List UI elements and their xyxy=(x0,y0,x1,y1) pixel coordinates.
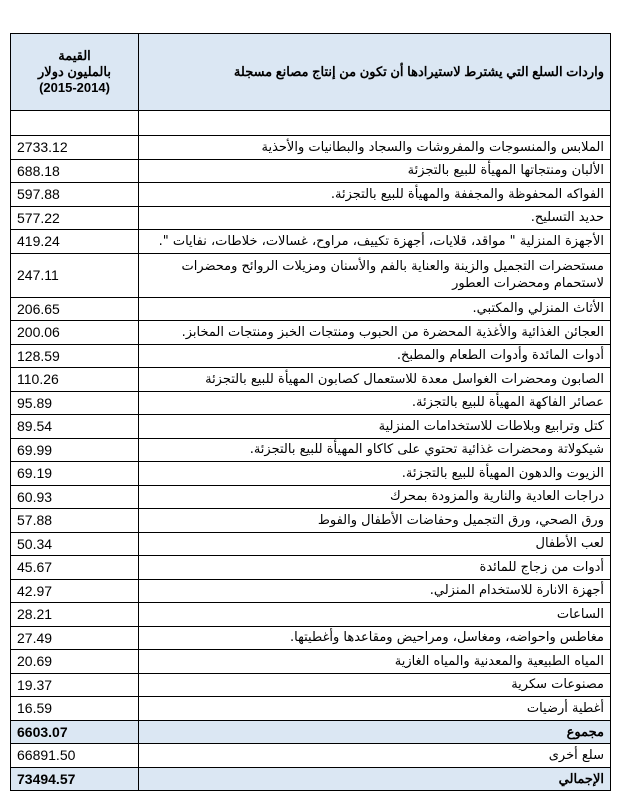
row-value: 27.49 xyxy=(11,626,139,650)
grand-total-row xyxy=(11,767,611,791)
value-header-line-1: القيمة xyxy=(58,48,91,63)
row-name: لعب الأطفال xyxy=(139,532,611,556)
subtotal-row xyxy=(11,720,611,744)
table-header-row xyxy=(11,34,611,111)
row-value: 60.93 xyxy=(11,485,139,509)
table-row xyxy=(11,509,611,533)
blank-row xyxy=(11,111,611,136)
table-row xyxy=(11,579,611,603)
row-value: 57.88 xyxy=(11,509,139,533)
table-row xyxy=(11,556,611,580)
row-value: 206.65 xyxy=(11,297,139,321)
row-value: 20.69 xyxy=(11,650,139,674)
row-value: 128.59 xyxy=(11,344,139,368)
name-column-header: واردات السلع التي يشترط لاستيرادها أن تكون من إنتاج مصانع مسجلة xyxy=(139,34,611,111)
row-value: 45.67 xyxy=(11,556,139,580)
row-name: الأثاث المنزلي والمكتبي. xyxy=(139,297,611,321)
row-value: 42.97 xyxy=(11,579,139,603)
table-row xyxy=(11,183,611,207)
row-value: 69.19 xyxy=(11,462,139,486)
table-row xyxy=(11,603,611,627)
row-name: الصابون ومحضرات الغواسل معدة للاستعمال كصابون المهيأة للبيع بالتجزئة xyxy=(139,368,611,392)
subtotal-label: مجموع xyxy=(139,720,611,744)
table-row xyxy=(11,673,611,697)
table-row xyxy=(11,321,611,345)
other-goods-row xyxy=(11,744,611,768)
row-value: 577.22 xyxy=(11,206,139,230)
table-row xyxy=(11,650,611,674)
row-name: مصنوعات سكرية xyxy=(139,673,611,697)
grand-total-label: الإجمالي xyxy=(139,767,611,791)
row-value: 95.89 xyxy=(11,391,139,415)
row-name: عصائر الفاكهة المهيأة للبيع بالتجزئة. xyxy=(139,391,611,415)
row-name: دراجات العادية والنارية والمزودة بمحرك xyxy=(139,485,611,509)
row-value: 89.54 xyxy=(11,415,139,439)
table-row xyxy=(11,626,611,650)
subtotal-value: 6603.07 xyxy=(11,720,139,744)
value-header-line-3: (2015-2014) xyxy=(39,80,110,95)
row-value: 688.18 xyxy=(11,159,139,183)
row-name: الأجهزة المنزلية " مواقد، قلايات، أجهزة تكييف، مراوح، غسالات، خلاطات، نفايات ". xyxy=(139,230,611,254)
row-name: أجهزة الانارة للاستخدام المنزلي. xyxy=(139,579,611,603)
row-name: شيكولاتة ومحضرات غذائية تحتوي على كاكاو المهيأة للبيع بالتجزئة. xyxy=(139,438,611,462)
table-row xyxy=(11,206,611,230)
row-name: الساعات xyxy=(139,603,611,627)
grand-total-value: 73494.57 xyxy=(11,767,139,791)
row-name: الزيوت والدهون المهيأة للبيع بالتجزئة. xyxy=(139,462,611,486)
value-header-line-2: بالمليون دولار xyxy=(38,64,111,79)
table-row xyxy=(11,462,611,486)
row-value: 16.59 xyxy=(11,697,139,721)
row-value: 200.06 xyxy=(11,321,139,345)
row-name: أغطية أرضيات xyxy=(139,697,611,721)
table-row xyxy=(11,485,611,509)
row-value: 247.11 xyxy=(11,253,139,297)
other-goods-label: سلع أخرى xyxy=(139,744,611,768)
table-row xyxy=(11,159,611,183)
row-name: مغاطس واحواضه، ومغاسل، ومراحيض ومقاعدها وأغطيتها. xyxy=(139,626,611,650)
table-row xyxy=(11,438,611,462)
row-name: الألبان ومنتجاتها المهيأة للبيع بالتجزئة xyxy=(139,159,611,183)
row-name: الفواكه المحفوظة والمجففة والمهيأة للبيع بالتجزئة. xyxy=(139,183,611,207)
row-value: 28.21 xyxy=(11,603,139,627)
table-row xyxy=(11,391,611,415)
table-row xyxy=(11,532,611,556)
row-name: العجائن الغذائية والأغذية المحضرة من الحبوب ومنتجات الخبز ومنتجات المخابز. xyxy=(139,321,611,345)
value-column-header xyxy=(11,34,139,111)
row-name: مستحضرات التجميل والزينة والعناية بالفم والأسنان ومزيلات الروائح ومحضرات لاستحمام ومحضرات العطور xyxy=(139,253,611,297)
row-name: أدوات المائدة وأدوات الطعام والمطبخ. xyxy=(139,344,611,368)
row-name: أدوات من زجاج للمائدة xyxy=(139,556,611,580)
row-value: 50.34 xyxy=(11,532,139,556)
row-value: 419.24 xyxy=(11,230,139,254)
row-name: ورق الصحي، ورق التجميل وحفاضات الأطفال والفوط xyxy=(139,509,611,533)
row-value: 69.99 xyxy=(11,438,139,462)
row-name: المياه الطبيعية والمعدنية والمياه الغازية xyxy=(139,650,611,674)
table-row xyxy=(11,344,611,368)
table-row xyxy=(11,253,611,297)
row-name: كتل وترابيع وبلاطات للاستخدامات المنزلية xyxy=(139,415,611,439)
table-row xyxy=(11,297,611,321)
row-value: 110.26 xyxy=(11,368,139,392)
table-row xyxy=(11,230,611,254)
row-value: 2733.12 xyxy=(11,136,139,160)
table-row xyxy=(11,697,611,721)
row-value: 19.37 xyxy=(11,673,139,697)
row-name: حديد التسليح. xyxy=(139,206,611,230)
row-value: 597.88 xyxy=(11,183,139,207)
table-row xyxy=(11,136,611,160)
imports-table xyxy=(10,33,611,791)
row-name: الملابس والمنسوجات والمفروشات والسجاد والبطانيات والأحذية xyxy=(139,136,611,160)
other-goods-value: 66891.50 xyxy=(11,744,139,768)
table-row xyxy=(11,415,611,439)
table-row xyxy=(11,368,611,392)
